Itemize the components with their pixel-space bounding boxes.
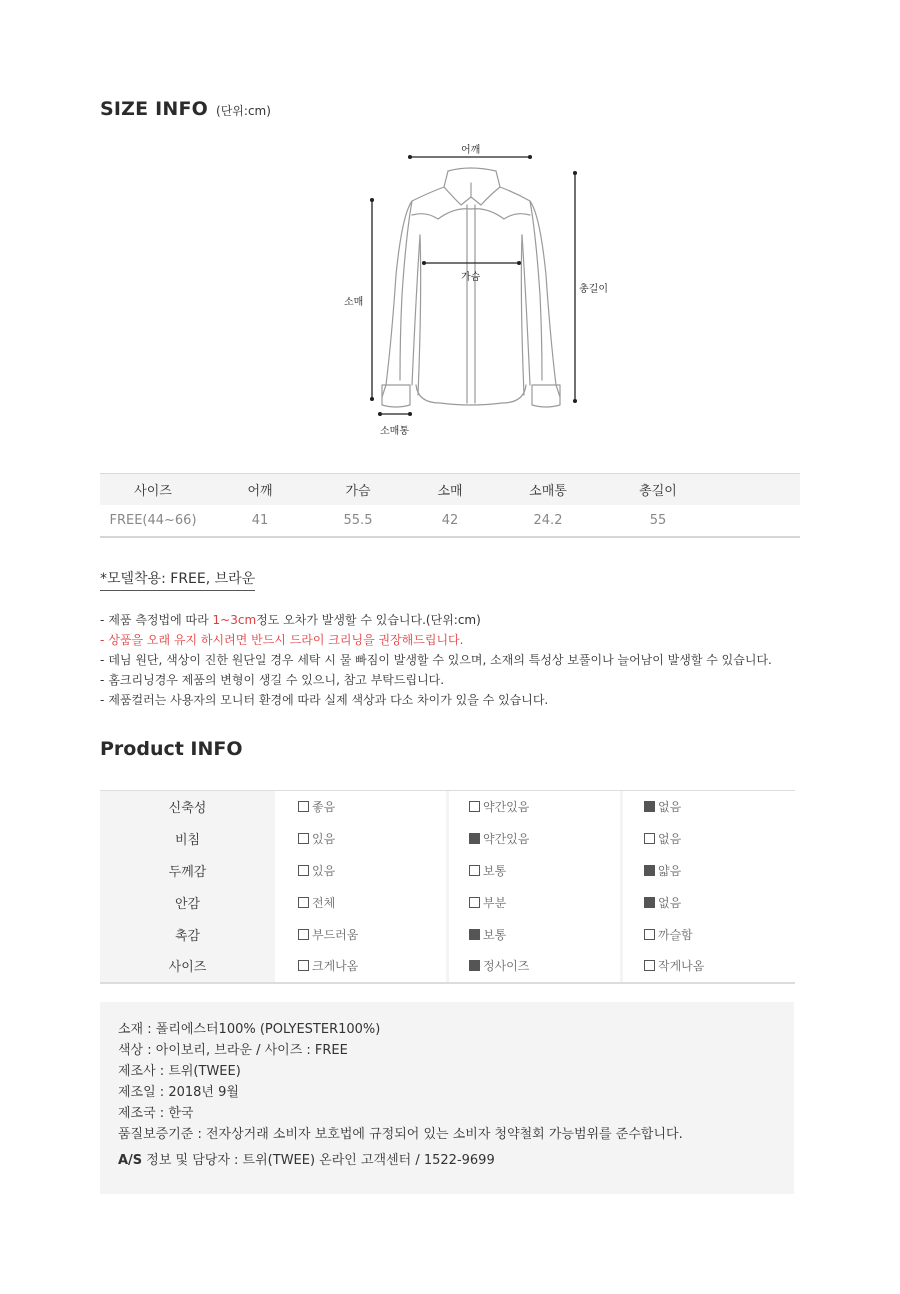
- option-cell: [623, 918, 795, 950]
- option-cell: [449, 950, 623, 982]
- option-cell: [275, 950, 449, 982]
- unchecked-checkbox-icon: [298, 801, 309, 812]
- cell-shoulder: 41: [251, 513, 269, 528]
- table-row: [100, 886, 795, 918]
- option-cell: [275, 791, 449, 823]
- list-item: [100, 650, 772, 670]
- note-text: 데님 원단, 색상이 진한 원단일 경우 세탁 시 물 빠짐이 발생할 수 있으며, 소재의 특성상 보풀이나 늘어남이 발생할 수 있습니다.: [108, 653, 772, 667]
- option-cell: [623, 886, 795, 918]
- attribute-label: 신축성: [100, 791, 275, 823]
- list-item: [100, 690, 772, 710]
- option-cell: [623, 950, 795, 982]
- detail-color-size: 색상 : 아이보리, 브라운 / 사이즈 : FREE: [118, 1043, 348, 1058]
- detail-maker: 제조사 : 트위(TWEE): [118, 1064, 241, 1079]
- unchecked-checkbox-icon: [298, 865, 309, 876]
- header-sleeve: 소매: [437, 484, 463, 499]
- option-cell: [275, 855, 449, 887]
- table-row: [100, 950, 795, 982]
- size-info-title: SIZE INFO: [100, 98, 209, 120]
- option-cell: [275, 886, 449, 918]
- cell-cuff: 24.2: [533, 513, 563, 528]
- option-cell: [449, 823, 623, 855]
- unchecked-checkbox-icon: [644, 929, 655, 940]
- attribute-label: 비침: [100, 823, 275, 855]
- detail-warranty: 품질보증기준 : 전자상거래 소비자 보호법에 규정되어 있는 소비자 청약철회 가능범위를 준수합니다.: [118, 1127, 683, 1142]
- option-label: 없음: [658, 895, 682, 910]
- table-row: [100, 855, 795, 887]
- shirt-size-diagram: [330, 135, 630, 445]
- header-total-length: 총길이: [639, 484, 677, 499]
- note-text: 제품 측정법에 따라: [108, 613, 213, 627]
- unchecked-checkbox-icon: [469, 865, 480, 876]
- option-cell: [449, 855, 623, 887]
- checked-checkbox-icon: [644, 801, 655, 812]
- list-item: [100, 610, 772, 630]
- unchecked-checkbox-icon: [469, 801, 480, 812]
- label-sleeve: 소매: [344, 297, 364, 308]
- attribute-label: 촉감: [100, 918, 275, 950]
- list-item: [100, 670, 772, 690]
- label-chest: 가슴: [461, 272, 481, 283]
- option-label: 없음: [658, 832, 682, 847]
- note-highlight: 상품을 오래 유지 하시려면 반드시 드라이 크리닝을 권장해드립니다.: [108, 633, 464, 647]
- option-label: 좋음: [312, 800, 336, 815]
- as-text: 정보 및 담당자 : 트위(TWEE) 온라인 고객센터 / 1522-9699: [142, 1153, 495, 1168]
- size-info-unit: (단위:cm): [216, 104, 271, 118]
- option-label: 얇음: [658, 863, 682, 878]
- note-dash: -: [100, 613, 105, 627]
- cell-size: FREE(44~66): [109, 513, 197, 528]
- option-label: 작게나옴: [658, 959, 705, 974]
- detail-country: 제조국 : 한국: [118, 1106, 194, 1121]
- unchecked-checkbox-icon: [298, 833, 309, 844]
- option-cell: [449, 791, 623, 823]
- option-cell: [449, 886, 623, 918]
- option-label: 부드러움: [312, 927, 359, 942]
- option-cell: [623, 855, 795, 887]
- option-label: 있음: [312, 863, 336, 878]
- attribute-label: 사이즈: [100, 950, 275, 982]
- product-details-box: [100, 1002, 794, 1194]
- note-dash: -: [100, 693, 105, 707]
- as-prefix: A/S: [118, 1153, 143, 1168]
- unchecked-checkbox-icon: [298, 960, 309, 971]
- option-label: 보통: [483, 927, 507, 942]
- note-text: 홈크리닝경우 제품의 변형이 생길 수 있으니, 참고 부탁드립니다.: [108, 673, 445, 687]
- product-info-title: Product INFO: [100, 738, 243, 760]
- unchecked-checkbox-icon: [469, 897, 480, 908]
- table-row: [100, 823, 795, 855]
- unchecked-checkbox-icon: [298, 897, 309, 908]
- checked-checkbox-icon: [469, 960, 480, 971]
- option-cell: [449, 918, 623, 950]
- label-shoulder: 어깨: [461, 145, 481, 156]
- option-label: 보통: [483, 863, 507, 878]
- unchecked-checkbox-icon: [644, 833, 655, 844]
- note-dash: -: [100, 673, 105, 687]
- note-dash: -: [100, 653, 105, 667]
- note-text: 정도 오차가 발생할 수 있습니다.(단위:cm): [256, 613, 481, 627]
- unchecked-checkbox-icon: [644, 960, 655, 971]
- list-item: [100, 630, 772, 650]
- table-row: [100, 918, 795, 950]
- table-row: [100, 505, 800, 538]
- option-label: 없음: [658, 800, 682, 815]
- label-total-length: 총길이: [579, 284, 608, 295]
- unchecked-checkbox-icon: [298, 929, 309, 940]
- header-cuff: 소매통: [529, 484, 567, 499]
- cell-chest: 55.5: [343, 513, 373, 528]
- detail-date: 제조일 : 2018년 9월: [118, 1085, 239, 1100]
- option-label: 정사이즈: [483, 959, 530, 974]
- size-table: [100, 473, 800, 538]
- header-size: 사이즈: [134, 484, 172, 499]
- detail-material: 소재 : 폴리에스터100% (POLYESTER100%): [118, 1022, 381, 1037]
- option-label: 있음: [312, 832, 336, 847]
- attribute-label: 두께감: [100, 855, 275, 887]
- note-dash: -: [100, 633, 105, 647]
- option-label: 부분: [483, 895, 507, 910]
- cell-sleeve: 42: [441, 513, 459, 528]
- checked-checkbox-icon: [644, 897, 655, 908]
- product-info-table: [100, 790, 795, 984]
- option-label: 약간있음: [483, 832, 530, 847]
- label-cuff: 소매통: [380, 426, 409, 437]
- option-label: 까슬함: [658, 927, 693, 942]
- option-cell: [623, 791, 795, 823]
- checked-checkbox-icon: [469, 929, 480, 940]
- option-label: 크게나옴: [312, 959, 359, 974]
- note-text: 제품컬러는 사용자의 모니터 환경에 따라 실제 색상과 다소 차이가 있을 수 있습니다.: [108, 693, 549, 707]
- note-highlight: 1~3cm: [212, 613, 257, 627]
- option-cell: [623, 823, 795, 855]
- header-chest: 가슴: [345, 484, 371, 499]
- header-shoulder: 어깨: [247, 484, 273, 499]
- detail-as-info: [118, 1150, 794, 1171]
- table-row: [100, 791, 795, 823]
- size-info-heading: [100, 98, 271, 120]
- checked-checkbox-icon: [644, 865, 655, 876]
- option-label: 전체: [312, 895, 336, 910]
- option-cell: [275, 918, 449, 950]
- option-cell: [275, 823, 449, 855]
- care-notes-list: [100, 610, 772, 710]
- checked-checkbox-icon: [469, 833, 480, 844]
- attribute-label: 안감: [100, 886, 275, 918]
- size-table-header: [100, 473, 800, 505]
- model-fit-note: *모델착용: FREE, 브라운: [100, 568, 255, 591]
- option-label: 약간있음: [483, 800, 530, 815]
- cell-total-length: 55: [649, 513, 667, 528]
